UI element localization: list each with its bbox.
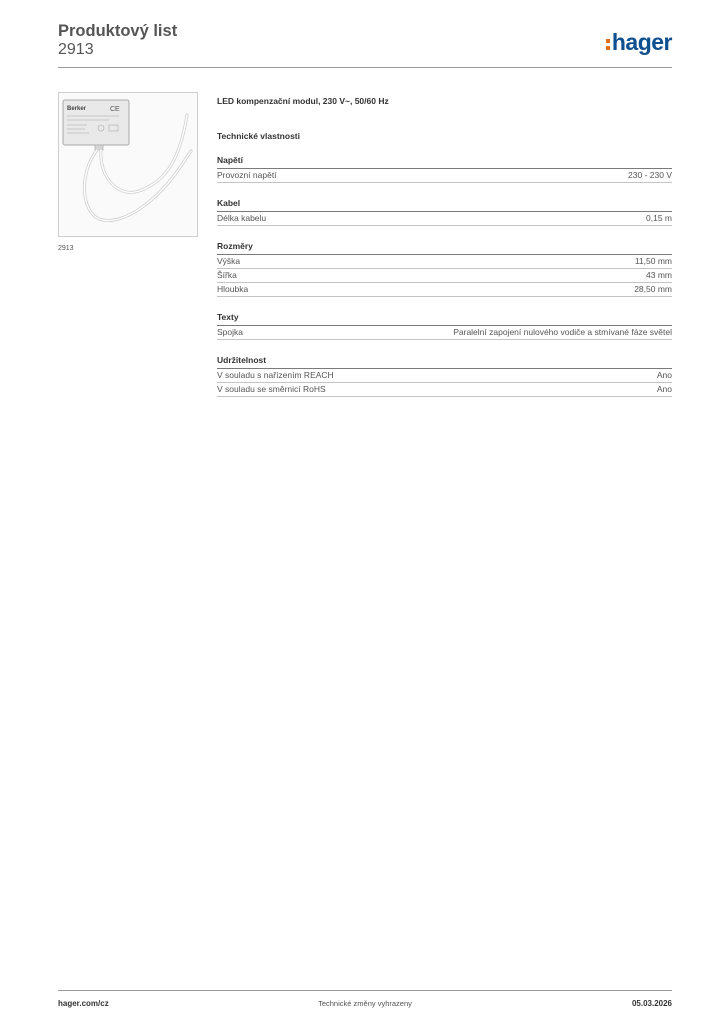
spec-label: Šířka <box>217 270 237 280</box>
group-title: Napětí <box>217 155 672 169</box>
page-title: Produktový list <box>58 22 178 40</box>
spec-label: Výška <box>217 256 241 266</box>
spec-group-voltage <box>217 155 672 183</box>
spec-row <box>217 326 672 340</box>
group-title: Rozměry <box>217 241 672 255</box>
led-module-illustration <box>59 93 199 238</box>
specifications <box>217 96 672 397</box>
label-brand: Berker <box>67 106 87 112</box>
spec-value: 0,15 m <box>646 213 672 223</box>
footer-website-link[interactable]: hager.com/cz <box>58 999 109 1008</box>
spec-group-sustainability <box>217 355 672 397</box>
spec-value: Ano <box>656 384 672 394</box>
page-header <box>58 22 672 68</box>
spec-label: Spojka <box>217 327 243 337</box>
page-footer <box>58 990 672 1012</box>
label-mark: CE <box>110 106 120 113</box>
logo-dots-icon <box>606 39 610 50</box>
image-caption: 2913 <box>58 245 74 252</box>
spec-label: Provozní napětí <box>217 170 277 180</box>
group-title: Texty <box>217 312 672 326</box>
spec-row <box>217 283 672 297</box>
spec-group-texts <box>217 312 672 340</box>
section-title: Technické vlastnosti <box>217 131 300 141</box>
hager-logo <box>606 29 672 56</box>
spec-value: Paralelní zapojení nulového vodiče a stmívané fáze světel <box>453 327 672 337</box>
spec-group-dimensions <box>217 241 672 297</box>
logo-text: hager <box>611 29 672 55</box>
spec-row <box>217 369 672 383</box>
spec-label: Hloubka <box>217 284 249 294</box>
group-title: Kabel <box>217 198 672 212</box>
spec-group-cable <box>217 198 672 226</box>
spec-row <box>217 383 672 397</box>
footer-notice: Technické změny vyhrazeny <box>318 999 412 1008</box>
spec-row <box>217 169 672 183</box>
product-number: 2913 <box>58 41 94 58</box>
spec-label: Délka kabelu <box>217 213 267 223</box>
spec-value: 43 mm <box>646 270 672 280</box>
spec-value: 11,50 mm <box>634 256 672 266</box>
group-title: Udržitelnost <box>217 355 672 369</box>
spec-value: 230 - 230 V <box>628 170 672 180</box>
product-image <box>58 92 198 237</box>
spec-value: Ano <box>656 370 672 380</box>
spec-row <box>217 212 672 226</box>
spec-row <box>217 269 672 283</box>
spec-label: V souladu s nařízením REACH <box>217 370 334 380</box>
product-description: LED kompenzační modul, 230 V~, 50/60 Hz <box>217 96 389 106</box>
footer-date: 05.03.2026 <box>631 999 672 1008</box>
spec-row <box>217 255 672 269</box>
spec-value: 28,50 mm <box>634 284 672 294</box>
spec-label: V souladu se směrnicí RoHS <box>217 384 326 394</box>
